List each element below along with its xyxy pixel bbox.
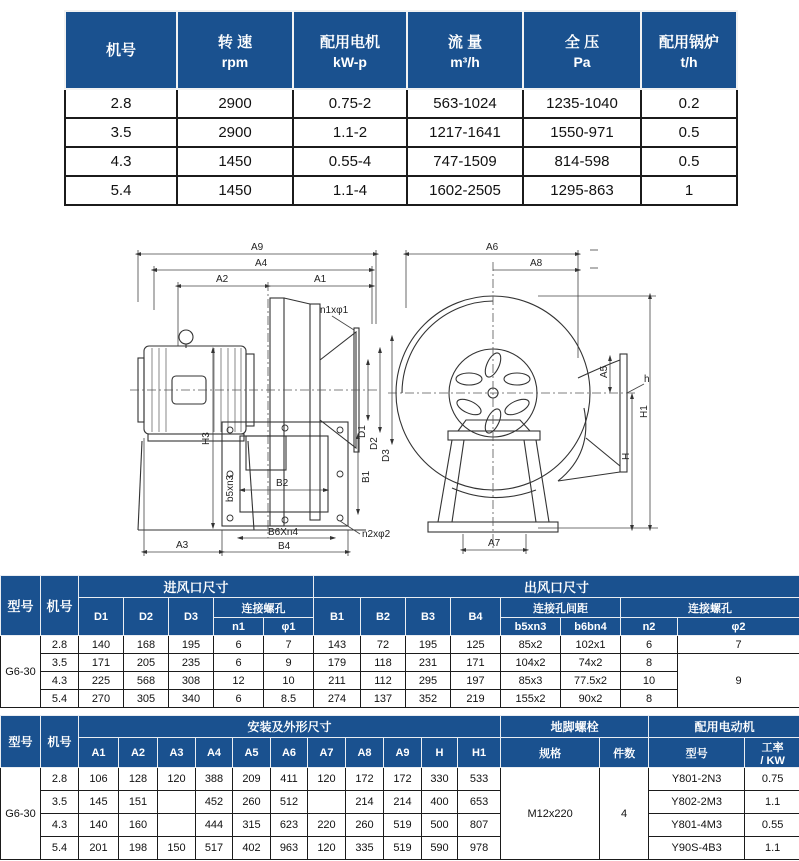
cell: 4.3 <box>41 814 79 837</box>
cell: 2.8 <box>65 89 177 118</box>
cell: 201 <box>79 837 119 860</box>
leader-n1 <box>332 316 354 330</box>
cell: 295 <box>406 672 451 690</box>
dim-label-h-small: h <box>644 374 650 385</box>
cell: 963 <box>271 837 308 860</box>
cell: 3.5 <box>41 654 79 672</box>
header-h1: H1 <box>458 738 501 768</box>
dim-label-a9: A9 <box>251 242 264 253</box>
outlet-duct <box>558 354 627 481</box>
cell: 2900 <box>177 89 293 118</box>
cell: 219 <box>451 690 501 708</box>
header-a3: A3 <box>158 738 196 768</box>
header-a5: A5 <box>233 738 271 768</box>
dim-label-b6n4: B6Xn4 <box>268 527 299 538</box>
header-a8: A8 <box>346 738 384 768</box>
header-label: 机号 <box>105 41 136 59</box>
power-label-line2: / KW <box>760 754 785 767</box>
cell: 5.4 <box>41 837 79 860</box>
dim-label-H: H <box>621 452 632 460</box>
cell: 168 <box>124 636 169 654</box>
cell: 104x2 <box>501 654 561 672</box>
header-label: 流 量 <box>447 33 483 51</box>
cell: 274 <box>314 690 361 708</box>
header-boiler <box>641 11 737 89</box>
table-row <box>1 654 799 672</box>
dim-label-d1: D1 <box>357 425 368 438</box>
cell: 90x2 <box>561 690 621 708</box>
dim-label-a6: A6 <box>486 242 499 253</box>
header-anchor-spec: 规格 <box>501 738 600 768</box>
cell: 1450 <box>177 176 293 205</box>
cell: 533 <box>458 768 501 791</box>
header-a4: A4 <box>196 738 233 768</box>
header-pressure <box>523 11 641 89</box>
header-phi2: φ2 <box>678 618 799 636</box>
header-dims-group: 安装及外形尺寸 <box>79 716 501 738</box>
cell: 205 <box>124 654 169 672</box>
motor-power-cell: 1.1 <box>745 791 799 814</box>
header-motor <box>293 11 407 89</box>
dim-label-a4: A4 <box>255 258 268 269</box>
cell: 120 <box>158 768 196 791</box>
header-a7: A7 <box>308 738 346 768</box>
header-b6n4: b6bn4 <box>561 618 621 636</box>
table-row <box>65 118 737 147</box>
cell: 125 <box>451 636 501 654</box>
cell: 172 <box>384 768 422 791</box>
header-anchor-group: 地脚螺栓 <box>501 716 649 738</box>
dim-label-n2phi2: n2xφ2 <box>362 529 391 540</box>
cell: 198 <box>119 837 158 860</box>
cell: 814-598 <box>523 147 641 176</box>
performance-header-row <box>65 11 737 89</box>
outlet-flange-outline <box>222 422 348 526</box>
dim-label-a3: A3 <box>176 540 189 551</box>
cell: 411 <box>271 768 308 791</box>
header-anchor-qty: 件数 <box>600 738 649 768</box>
cell: 402 <box>233 837 271 860</box>
header-size: 机号 <box>41 716 79 768</box>
header-sublabel: rpm <box>221 53 249 70</box>
cell: 315 <box>233 814 271 837</box>
header-label: 转 速 <box>217 33 253 51</box>
front-view-svg <box>388 238 664 568</box>
cell <box>158 814 196 837</box>
dim-label-a1: A1 <box>314 274 327 285</box>
header-label: 配用电机 <box>319 33 380 51</box>
cell: 500 <box>422 814 458 837</box>
table-row <box>1 768 799 791</box>
header-row <box>1 716 799 738</box>
anchor-qty-cell: 4 <box>600 768 649 860</box>
header-model: 型号 <box>1 716 41 768</box>
cell: 747-1509 <box>407 147 523 176</box>
cell: 335 <box>346 837 384 860</box>
cell: 517 <box>196 837 233 860</box>
cell: 563-1024 <box>407 89 523 118</box>
cell: 3.5 <box>41 791 79 814</box>
cell: 623 <box>271 814 308 837</box>
header-row <box>1 598 799 618</box>
cell: 197 <box>451 672 501 690</box>
cell: 12 <box>214 672 264 690</box>
cell: 145 <box>79 791 119 814</box>
cell: 112 <box>361 672 406 690</box>
table-row <box>65 89 737 118</box>
cell: 0.5 <box>641 147 737 176</box>
cell: 590 <box>422 837 458 860</box>
cell: 2.8 <box>41 636 79 654</box>
cell: 160 <box>119 814 158 837</box>
dim-label-a5: A5 <box>599 365 610 378</box>
motor-model-cell: Y801-2N3 <box>649 768 745 791</box>
cell: 2.8 <box>41 768 79 791</box>
cell: 807 <box>458 814 501 837</box>
cell: 308 <box>169 672 214 690</box>
cell: 1450 <box>177 147 293 176</box>
header-b3: B3 <box>406 598 451 636</box>
cell: 4.3 <box>65 147 177 176</box>
cell: 6 <box>214 690 264 708</box>
motor-power-cell: 0.75 <box>745 768 799 791</box>
header-size <box>65 11 177 89</box>
header-motor-model: 型号 <box>649 738 745 768</box>
cell: 568 <box>124 672 169 690</box>
dim-label-a7: A7 <box>488 538 501 549</box>
dim-label-h3: H3 <box>201 432 212 445</box>
cell: 128 <box>119 768 158 791</box>
cell: 270 <box>79 690 124 708</box>
cell: 235 <box>169 654 214 672</box>
cell: 1.1-4 <box>293 176 407 205</box>
header-outlet-group: 出风口尺寸 <box>314 576 799 598</box>
header-a1: A1 <box>79 738 119 768</box>
cell: 8.5 <box>264 690 314 708</box>
model-cell: G6-30 <box>1 768 41 860</box>
cell: 209 <box>233 768 271 791</box>
dim-label-b1: B1 <box>361 470 372 483</box>
cell: 214 <box>384 791 422 814</box>
header-n2: n2 <box>621 618 678 636</box>
header-phi1: φ1 <box>264 618 314 636</box>
header-a2: A2 <box>119 738 158 768</box>
cell: 5.4 <box>41 690 79 708</box>
cell: 1295-863 <box>523 176 641 205</box>
table-row <box>65 147 737 176</box>
cell: 260 <box>346 814 384 837</box>
cell: 195 <box>406 636 451 654</box>
header-sublabel: Pa <box>573 53 591 70</box>
cell: 260 <box>233 791 271 814</box>
header-bolt-holes-2: 连接螺孔 <box>621 598 799 618</box>
cell: 4.3 <box>41 672 79 690</box>
cell: 8 <box>621 654 678 672</box>
anchor-spec-cell: M12x220 <box>501 768 600 860</box>
cell: 151 <box>119 791 158 814</box>
cell: 6 <box>621 636 678 654</box>
dim-label-h1: H1 <box>639 405 650 418</box>
header-b2: B2 <box>361 598 406 636</box>
table-row <box>1 791 799 814</box>
header-b5n3: b5xn3 <box>501 618 561 636</box>
motor-power-cell: 0.55 <box>745 814 799 837</box>
cell: 6 <box>214 654 264 672</box>
side-view-drawing <box>128 238 404 573</box>
header-b4: B4 <box>451 598 501 636</box>
header-sublabel: t/h <box>680 53 698 70</box>
header-row <box>1 738 799 768</box>
cell: 305 <box>124 690 169 708</box>
front-view-drawing <box>388 238 664 573</box>
cell: 3.5 <box>65 118 177 147</box>
dim-label-a2: A2 <box>216 274 229 285</box>
cell: 452 <box>196 791 233 814</box>
dimension-lines-top <box>406 250 598 358</box>
cell: 653 <box>458 791 501 814</box>
cell: 9 <box>264 654 314 672</box>
cell: 106 <box>79 768 119 791</box>
performance-table <box>64 10 738 206</box>
header-flow <box>407 11 523 89</box>
cell: 0.55-4 <box>293 147 407 176</box>
dim-label-b5n3: b5xn3 <box>225 474 236 502</box>
header-bolt-holes: 连接螺孔 <box>214 598 314 618</box>
motor-model-cell: Y802-2M3 <box>649 791 745 814</box>
header-n1: n1 <box>214 618 264 636</box>
cell: 2900 <box>177 118 293 147</box>
cell: 150 <box>158 837 196 860</box>
technical-drawings <box>0 200 799 572</box>
dim-label-n1phi1: n1xφ1 <box>320 305 349 316</box>
cell: 352 <box>406 690 451 708</box>
cell: 1217-1641 <box>407 118 523 147</box>
header-label: 全 压 <box>564 33 600 51</box>
cell: 8 <box>621 690 678 708</box>
dim-label-b2: B2 <box>276 478 289 489</box>
center-lines <box>130 282 380 538</box>
motor-model-cell: Y90S-4B3 <box>649 837 745 860</box>
header-inlet-group: 进风口尺寸 <box>79 576 314 598</box>
cell: 512 <box>271 791 308 814</box>
cell: 1 <box>641 176 737 205</box>
header-hole-spacing: 连接孔间距 <box>501 598 621 618</box>
header-d3: D3 <box>169 598 214 636</box>
header-row <box>1 576 799 598</box>
cell: 10 <box>264 672 314 690</box>
cell: 171 <box>79 654 124 672</box>
header-h: H <box>422 738 458 768</box>
cell: 77.5x2 <box>561 672 621 690</box>
dim-label-b4: B4 <box>278 541 291 552</box>
cell: 444 <box>196 814 233 837</box>
cell: 1550-971 <box>523 118 641 147</box>
table-row <box>1 837 799 860</box>
inlet-outlet-dimensions-table <box>0 575 799 708</box>
motor-model-cell: Y801-4M3 <box>649 814 745 837</box>
header-motor-group: 配用电动机 <box>649 716 799 738</box>
cell: 519 <box>384 814 422 837</box>
cell <box>308 791 346 814</box>
cell: 978 <box>458 837 501 860</box>
table-row <box>1 814 799 837</box>
installation-motor-table <box>0 715 799 860</box>
header-d1: D1 <box>79 598 124 636</box>
cell: 400 <box>422 791 458 814</box>
header-a9: A9 <box>384 738 422 768</box>
cell: 1602-2505 <box>407 176 523 205</box>
cell: 7 <box>264 636 314 654</box>
power-label-line1: 工率 <box>761 741 784 754</box>
cell-phi2-merged: 9 <box>678 654 799 708</box>
model-cell: G6-30 <box>1 636 41 708</box>
cell: 155x2 <box>501 690 561 708</box>
header-label: 配用锅炉 <box>658 33 719 51</box>
header-b1: B1 <box>314 598 361 636</box>
cell: 1.1-2 <box>293 118 407 147</box>
cell: 7 <box>678 636 799 654</box>
side-view-svg <box>128 238 404 568</box>
table-row <box>1 636 799 654</box>
center-lines <box>388 262 638 548</box>
dim-label-d3: D3 <box>381 449 392 462</box>
cell: 85x2 <box>501 636 561 654</box>
cell <box>158 791 196 814</box>
fan-housing-outline <box>138 298 366 530</box>
cell: 179 <box>314 654 361 672</box>
header-model: 型号 <box>1 576 41 636</box>
cell: 195 <box>169 636 214 654</box>
cell: 140 <box>79 636 124 654</box>
cell: 102x1 <box>561 636 621 654</box>
cell: 120 <box>308 837 346 860</box>
motor-power-cell: 1.1 <box>745 837 799 860</box>
cell: 74x2 <box>561 654 621 672</box>
cell: 0.75-2 <box>293 89 407 118</box>
cell: 5.4 <box>65 176 177 205</box>
cell: 171 <box>451 654 501 672</box>
cell: 220 <box>308 814 346 837</box>
cell: 118 <box>361 654 406 672</box>
cell: 72 <box>361 636 406 654</box>
cell: 388 <box>196 768 233 791</box>
header-sublabel: kW-p <box>333 53 367 70</box>
dim-label-a8: A8 <box>530 258 543 269</box>
cell: 137 <box>361 690 406 708</box>
cell: 211 <box>314 672 361 690</box>
cell: 120 <box>308 768 346 791</box>
cell: 143 <box>314 636 361 654</box>
header-motor-power <box>745 738 799 768</box>
cell: 6 <box>214 636 264 654</box>
cell: 10 <box>621 672 678 690</box>
dim-label-d2: D2 <box>369 437 380 450</box>
cell: 85x3 <box>501 672 561 690</box>
cell: 225 <box>79 672 124 690</box>
cell: 231 <box>406 654 451 672</box>
cell: 214 <box>346 791 384 814</box>
cell: 330 <box>422 768 458 791</box>
header-d2: D2 <box>124 598 169 636</box>
motor-outline <box>138 330 254 441</box>
header-a6: A6 <box>271 738 308 768</box>
cell: 519 <box>384 837 422 860</box>
cell: 172 <box>346 768 384 791</box>
cell: 0.2 <box>641 89 737 118</box>
cell: 140 <box>79 814 119 837</box>
header-speed <box>177 11 293 89</box>
cell: 1235-1040 <box>523 89 641 118</box>
cell: 0.5 <box>641 118 737 147</box>
header-sublabel: m³/h <box>450 53 480 70</box>
header-size: 机号 <box>41 576 79 636</box>
cell: 340 <box>169 690 214 708</box>
